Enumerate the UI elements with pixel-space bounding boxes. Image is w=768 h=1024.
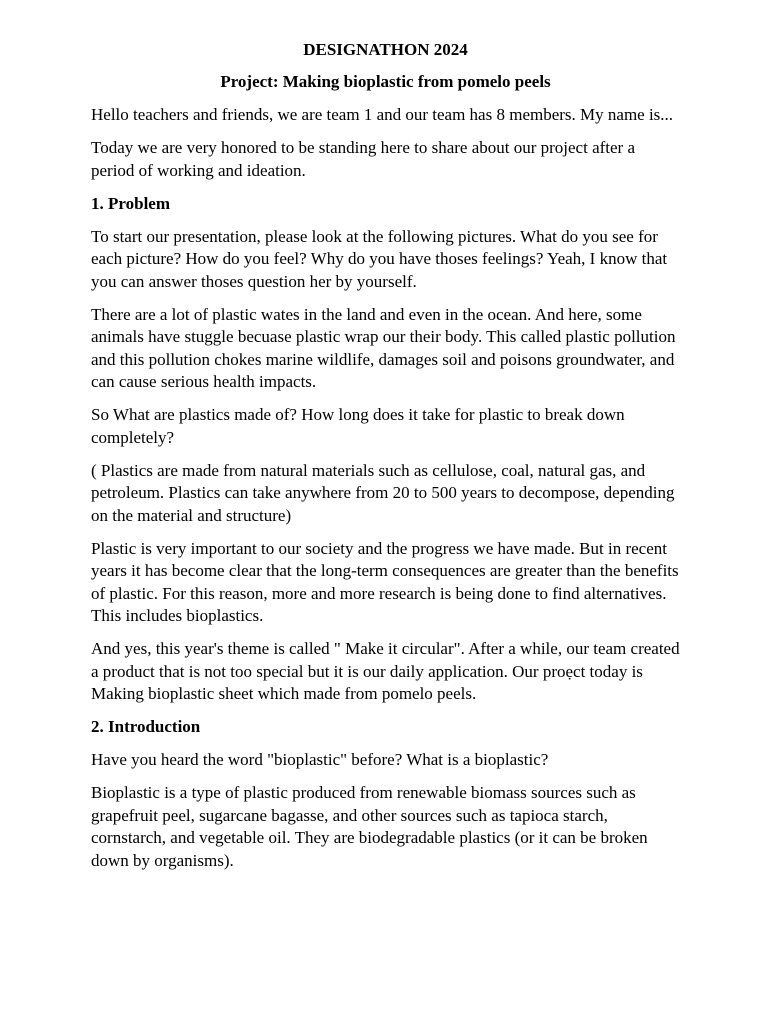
document-title: DESIGNATHON 2024 [303, 40, 468, 59]
paragraph-introduction-1: Have you heard the word "bioplastic" before? What is a bioplastic? [91, 750, 549, 769]
paragraph-problem-6: And yes, this year's theme is called " Make it circular". After a while, our team created a product that is not too special but it is our daily application. Our proẹct today is Making bioplastic sheet which made from pomelo peels. [91, 639, 680, 703]
paragraph-problem-5: Plastic is very important to our society and the progress we have made. But in recent years it has become clear that the long-term consequences are greater than the benefits of plastic. For this reason, more and more research is being done to find alternatives. This includes bioplastics. [91, 538, 679, 625]
paragraph-problem-2: There are a lot of plastic wates in the land and even in the ocean. And here, some animals have stuggle becuase plastic wrap our their body. This called plastic pollution and this pollution chokes marine wildlife, damages soil and poisons groundwater, and can cause serious health impacts. [91, 304, 676, 391]
document-subtitle: Project: Making bioplastic from pomelo peels [220, 72, 551, 91]
paragraph-problem-4: ( Plastics are made from natural materials such as cellulose, coal, natural gas, and petroleum. Plastics can take anywhere from 20 to 500 years to decompose, depending on the material and structure) [91, 460, 675, 525]
paragraph-problem-3: So What are plastics made of? How long does it take for plastic to break down completely? [91, 405, 625, 447]
section-heading-problem: 1. Problem [91, 193, 171, 213]
paragraph-intro: Today we are very honored to be standing here to share about our project after a period of working and ideation. [91, 138, 636, 180]
paragraph-greeting: Hello teachers and friends, we are team 1 and our team has 8 members. My name is... [91, 105, 674, 124]
paragraph-introduction-2: Bioplastic is a type of plastic produced from renewable biomass sources such as grapefruit peel, sugarcane bagasse, and other sources such as tapioca starch, cornstarch, and vegetable oil. They are biodegradable plastics (or it can be broken down by organisms). [91, 783, 648, 870]
section-heading-introduction: 2. Introduction [91, 717, 201, 736]
paragraph-problem-1: To start our presentation, please look at the following pictures. What do you see for each picture? How do you feel? Why do you have thoses feelings? Yeah, I know that you can answer thoses question her by yourself. [91, 226, 668, 291]
